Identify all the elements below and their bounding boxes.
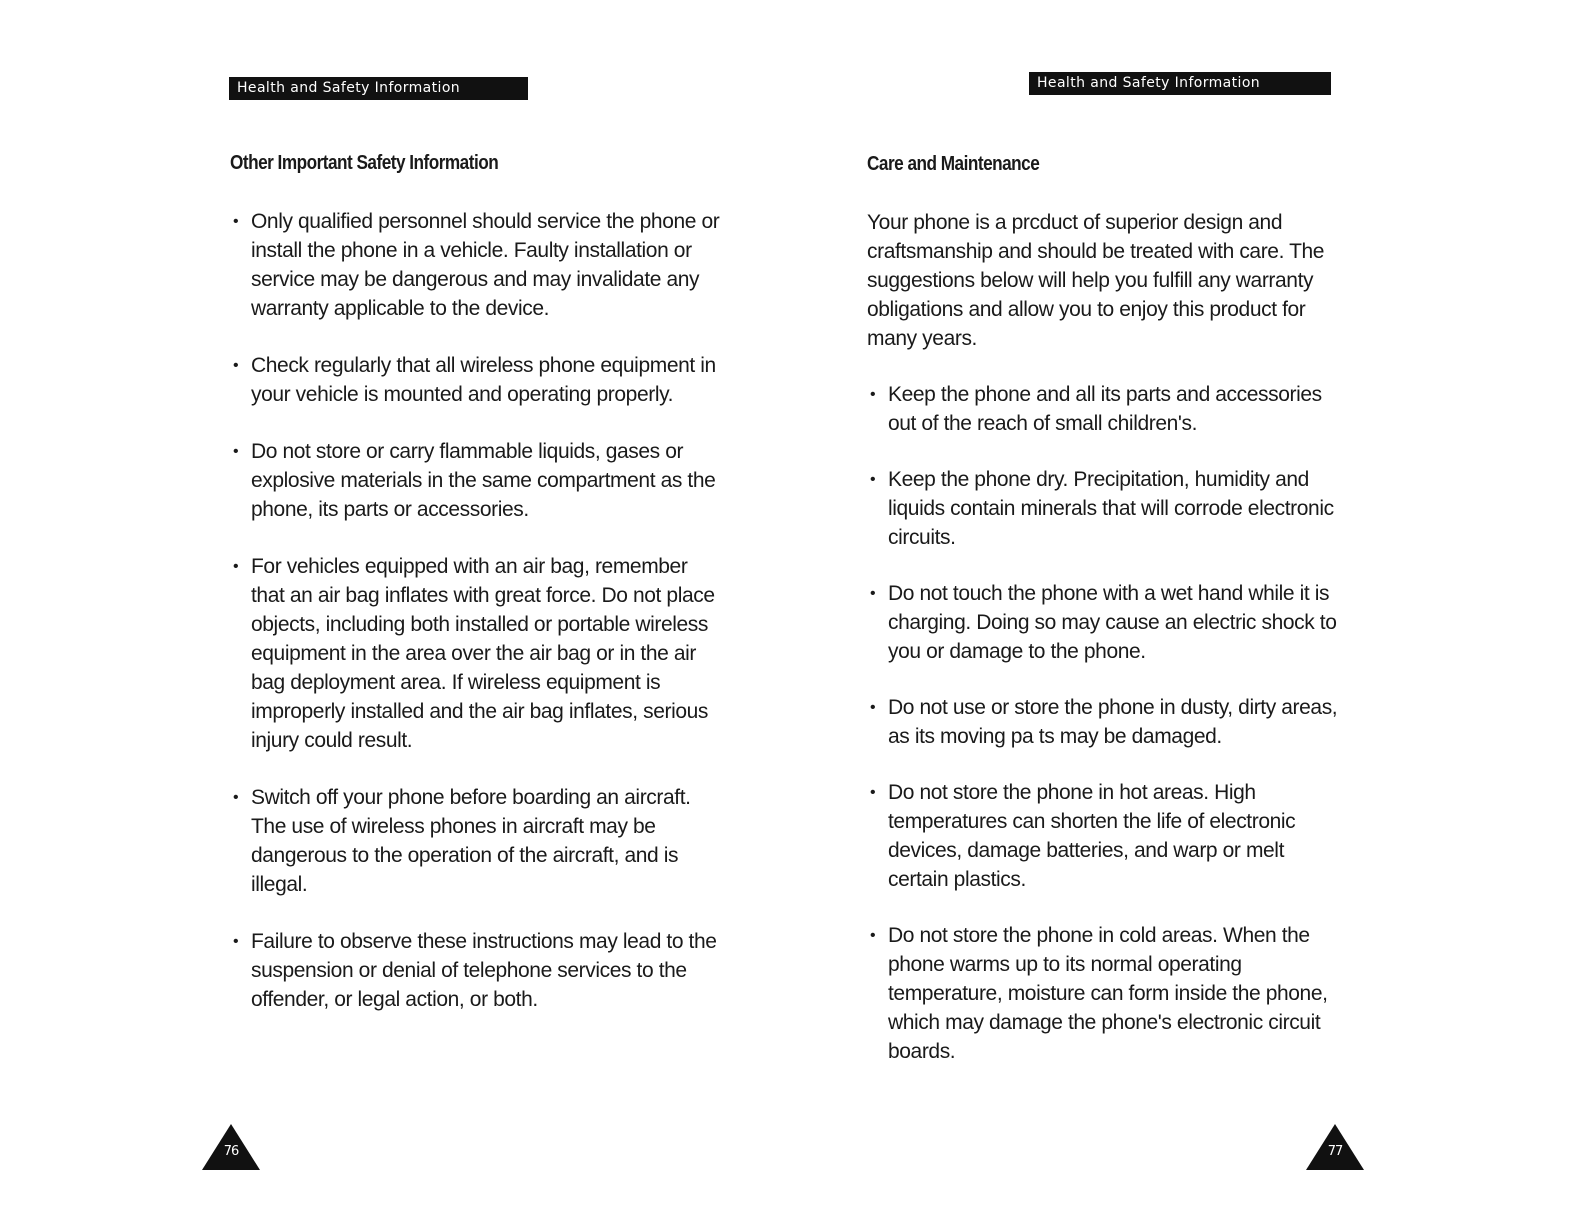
list-item [230, 207, 721, 323]
list-item [230, 552, 721, 755]
list-item-text: For vehicles equipped with an air bag, remember that an air bag inflates with great force. Do not place objects, including both installed or portable wireless equipment in the area over the air bag or in the air bag deployment area. If wireless equipment is improperly installed and the air bag inflates, serious injury could result. [251, 555, 715, 752]
bullet-dot-icon: • [870, 386, 876, 403]
bullet-dot-icon: • [870, 927, 876, 944]
bullet-dot-icon: • [233, 933, 239, 950]
page-number: 76 [223, 1144, 239, 1159]
list-item-text: Do not use or store the phone in dusty, dirty areas, as its moving pa ts may be damaged. [888, 696, 1338, 748]
bullet-dot-icon: • [233, 357, 239, 374]
bullet-dot-icon: • [870, 784, 876, 801]
list-item-text: Switch off your phone before boarding an aircraft. The use of wireless phones in aircraft may be dangerous to the operation of the aircraft, and is illegal. [251, 786, 691, 896]
bullet-list [867, 380, 1387, 1066]
list-item-text: Failure to observe these instructions may lead to the suspension or denial of telephone services to the offender, or legal action, or both. [251, 930, 717, 1011]
section-header-bar: Health and Safety Information [1029, 72, 1331, 95]
bullet-dot-icon: • [870, 699, 876, 716]
list-item-text: Keep the phone and all its parts and accessories out of the reach of small children's. [888, 383, 1322, 435]
page-content [867, 208, 1387, 1066]
list-item-text: Do not store or carry flammable liquids, gases or explosive materials in the same compartment as the phone, its parts or accessories. [251, 440, 716, 521]
bullet-dot-icon: • [870, 585, 876, 602]
list-item [867, 693, 1338, 751]
list-item [867, 778, 1338, 894]
bullet-dot-icon: • [233, 789, 239, 806]
list-item-text: Do not store the phone in hot areas. High temperatures can shorten the life of electronic devices, damage batteries, and warp or melt certain plastics. [888, 781, 1296, 891]
list-item [230, 437, 721, 524]
intro-paragraph: Your phone is a prcduct of superior design and craftsmanship and should be treated with care. The suggestions below will help you fulfill any warranty obligations and allow you to enjoy this product for many years. [867, 211, 1325, 350]
list-item [867, 579, 1338, 666]
page-number: 77 [1327, 1144, 1343, 1159]
list-item-text: Only qualified personnel should service the phone or install the phone in a vehicle. Faulty installation or service may be dangerous and may invalidate any warranty applicable to the device. [251, 210, 720, 320]
list-item [867, 380, 1338, 438]
section-header-bar: Health and Safety Information [229, 77, 528, 100]
list-item [867, 921, 1338, 1066]
list-item-text: Check regularly that all wireless phone equipment in your vehicle is mounted and operating properly. [251, 354, 716, 406]
section-title: Care and Maintenance [867, 153, 1040, 175]
list-item [230, 927, 721, 1014]
bullet-dot-icon: • [233, 443, 239, 460]
list-item-text: Keep the phone dry. Precipitation, humidity and liquids contain minerals that will corrode electronic circuits. [888, 468, 1334, 549]
page-number-marker [202, 1124, 260, 1170]
bullet-dot-icon: • [233, 558, 239, 575]
list-item-text: Do not store the phone in cold areas. When the phone warms up to its normal operating temperature, moisture can form inside the phone, which may damage the phone's electronic circuit boards. [888, 924, 1328, 1063]
right-page [789, 0, 1578, 1221]
bullet-dot-icon: • [870, 471, 876, 488]
list-item [230, 783, 721, 899]
list-item [230, 351, 721, 409]
list-item [867, 465, 1338, 552]
bullet-dot-icon: • [233, 213, 239, 230]
section-title: Other Important Safety Information [230, 152, 499, 174]
bullet-list [230, 207, 750, 1014]
page-content [230, 207, 750, 1014]
page-number-marker [1306, 1124, 1364, 1170]
list-item-text: Do not touch the phone with a wet hand while it is charging. Doing so may cause an electric shock to you or damage to the phone. [888, 582, 1337, 663]
